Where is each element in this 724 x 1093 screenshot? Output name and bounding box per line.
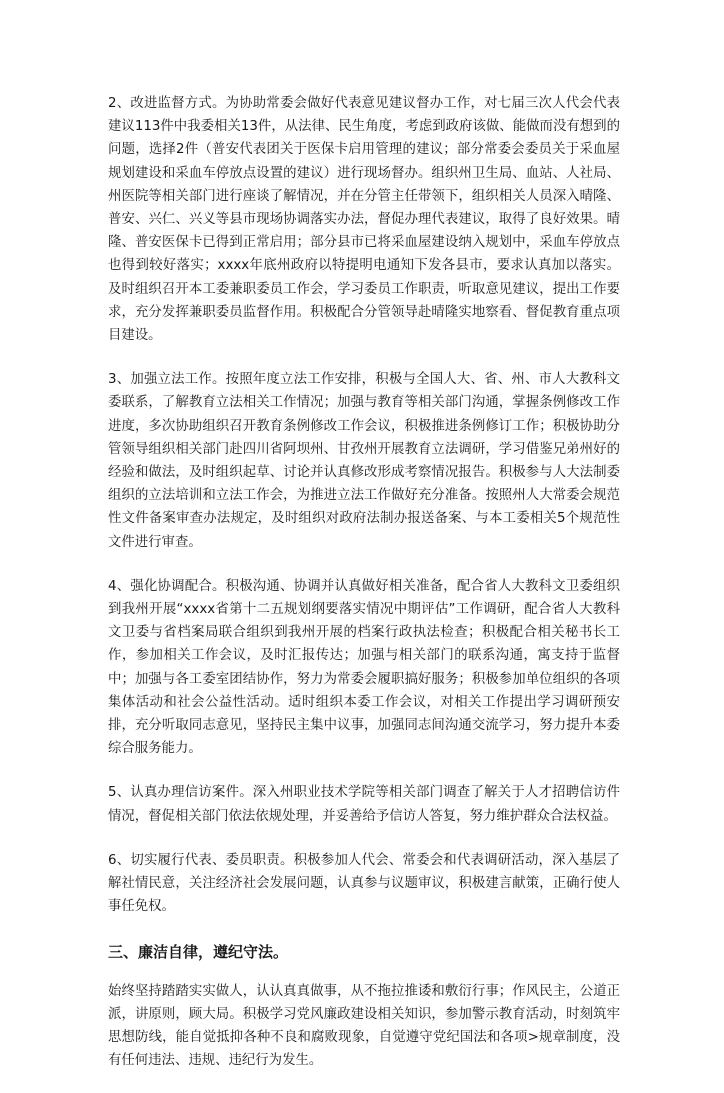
paragraph-coordination: 4、强化协调配合。积极沟通、协调并认真做好相关准备，配合省人大教科文卫委组织到我州开展“xxxx省第十二五规划纲要落实情况中期评估”工作调研，配合省人大教科文卫委与省档案局联合组织到我州开展的档案行政执法检查；积极配合相关秘书长工作，参加相关工作会议，及时汇报传达；加强与相关部门的联系沟通，寓支持于监督中；加强与各工委室团结协作，努力为常委会履职搞好服务；积极参加单位组织的各项集体活动和社会公益性活动。适时组织本委工作会议，对相关工作提出学习调研预安排，充分听取同志意见，坚持民主集中议事，加强同志间沟通交流学习，努力提升本委综合服务能力。 [108,578,620,757]
paragraph-supervision: 2、改进监督方式。为协助常委会做好代表意见建议督办工作，对七届三次人代会代表建议113件中我委相关13件，从法律、民生角度，考虑到政府该做、能做而没有想到的问题，选择2件（普安代表团关于医保卡启用管理的建议；部分常委会委员关于采血屋规划建设和采血车停放点设置的建议）进行现场督办。组织州卫生局、血站、人社局、州医院等相关部门进行座谈了解情况，并在分管主任带领下，组织相关人员深入晴隆、普安、兴仁、兴义等县市现场协调落实办法，督促办理代表建议，取得了良好效果。晴隆、普安医保卡已得到正常启用；部分县市已将采血屋建设纳入规划中，采血车停放点也得到较好落实；xxxx年底州政府以特提明电通知下发各县市，要求认真加以落实。及时组织召开本工委兼职委员工作会，学习委员工作职责，听取意见建议，提出工作要求，充分发挥兼职委员监督作用。积极配合分管领导赴晴隆实地察看、督促教育重点项目建设。 [108,96,620,344]
paragraph-duties: 6、切实履行代表、委员职责。积极参加人代会、常委会和代表调研活动，深入基层了解社情民意，关注经济社会发展问题，认真参与议题审议，积极建言献策，正确行使人事任免权。 [108,852,620,915]
paragraph-legislation: 3、加强立法工作。按照年度立法工作安排，积极与全国人大、省、州、市人大教科文委联系，了解教育立法相关工作情况；加强与教育等相关部门沟通，掌握条例修改工作进度，多次协助组织召开教育条例修改工作会议，积极推进条例修订工作；积极协助分管领导组织相关部门赴四川省阿坝州、甘孜州开展教育立法调研，学习借鉴兄弟州好的经验和做法，及时组织起草、讨论并认真修改形成考察情况报告。积极参与人大法制委组织的立法培训和立法工作会，为推进立法工作做好充分准备。按照州人大常委会规范性文件备案审查办法规定，及时组织对政府法制办报送备案、与本工委相关5个规范性文件进行审查。 [108,372,620,550]
section-heading: 三、廉洁自律，遵纪守法。 [108,942,289,961]
paragraph-integrity: 始终坚持踏踏实实做人，认认真真做事，从不拖拉推诿和敷衍行事；作风民主，公道正派，讲原则，顾大局。积极学习党风廉政建设相关知识，参加警示教育活动，时刻筑牢思想防线，能自觉抵抑各种不良和腐败现象，自觉遵守党纪国法和各项>规章制度，没有任何违法、违规、违纪行为发生。 [108,983,620,1069]
document-page [108,92,620,1093]
paragraph-petition: 5、认真办理信访案件。深入州职业技术学院等相关部门调查了解关于人才招聘信访件情况，督促相关部门依法依规处理，并妥善给予信访人答复，努力维护群众合法权益。 [108,785,620,824]
